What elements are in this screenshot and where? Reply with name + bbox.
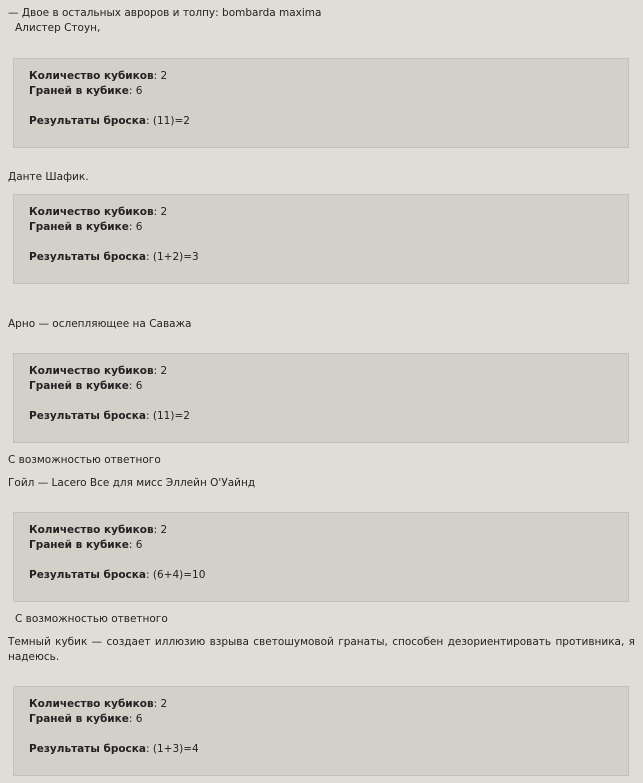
- post-text: Темный кубик — создает иллюзию взрыва светошумовой гранаты, способен дезориентировать противника, я надеюсь.: [8, 636, 635, 663]
- dice-count-row: Количество кубиков: 2: [29, 365, 168, 377]
- faces-value: 6: [135, 713, 143, 725]
- faces-label: Граней в кубике: [29, 221, 129, 233]
- faces-row: Граней в кубике: 6: [29, 85, 143, 97]
- result-row: Результаты броска: (6+4)=10: [29, 569, 206, 581]
- faces-row: Граней в кубике: 6: [29, 221, 143, 233]
- faces-value: 6: [135, 221, 143, 233]
- dice-count-value: 2: [160, 70, 168, 82]
- post-text: Арно — ослепляющее на Саважа: [8, 318, 192, 330]
- result-row: Результаты броска: (1+2)=3: [29, 251, 199, 263]
- result-row: Результаты броска: (11)=2: [29, 410, 190, 422]
- dice-count-value: 2: [160, 524, 168, 536]
- result-label: Результаты броска: [29, 743, 146, 755]
- dice-roll-box: [13, 686, 629, 776]
- dice-count-row: Количество кубиков: 2: [29, 206, 168, 218]
- result-label: Результаты броска: [29, 115, 146, 127]
- post-text: С возможностью ответного: [15, 613, 168, 625]
- faces-row: Граней в кубике: 6: [29, 380, 143, 392]
- dice-roll-box: [13, 353, 629, 443]
- dice-count-label: Количество кубиков: [29, 70, 154, 82]
- dice-count-label: Количество кубиков: [29, 524, 154, 536]
- dice-count-row: Количество кубиков: 2: [29, 698, 168, 710]
- result-value: (11)=2: [152, 115, 190, 127]
- dice-roll-box: [13, 58, 629, 148]
- faces-row: Граней в кубике: 6: [29, 539, 143, 551]
- faces-label: Граней в кубике: [29, 713, 129, 725]
- faces-value: 6: [135, 85, 143, 97]
- dice-roll-box: [13, 194, 629, 284]
- result-value: (1+3)=4: [152, 743, 199, 755]
- faces-label: Граней в кубике: [29, 539, 129, 551]
- result-row: Результаты броска: (1+3)=4: [29, 743, 199, 755]
- post-text: Гойл — Lacero Все для мисс Эллейн О'Уайнд: [8, 477, 256, 489]
- result-label: Результаты броска: [29, 410, 146, 422]
- dice-count-value: 2: [160, 365, 168, 377]
- faces-value: 6: [135, 380, 143, 392]
- dice-count-row: Количество кубиков: 2: [29, 524, 168, 536]
- dice-count-value: 2: [160, 698, 168, 710]
- dice-count-value: 2: [160, 206, 168, 218]
- faces-row: Граней в кубике: 6: [29, 713, 143, 725]
- post-text: Алистер Стоун,: [15, 22, 101, 34]
- dice-count-label: Количество кубиков: [29, 206, 154, 218]
- dice-roll-box: [13, 512, 629, 602]
- post-text: — Двое в остальных авроров и толпу: bombarda maxima: [8, 7, 322, 19]
- result-label: Результаты броска: [29, 569, 146, 581]
- faces-label: Граней в кубике: [29, 380, 129, 392]
- result-label: Результаты броска: [29, 251, 146, 263]
- dice-count-row: Количество кубиков: 2: [29, 70, 168, 82]
- result-row: Результаты броска: (11)=2: [29, 115, 190, 127]
- faces-label: Граней в кубике: [29, 85, 129, 97]
- result-value: (1+2)=3: [152, 251, 199, 263]
- dice-count-label: Количество кубиков: [29, 698, 154, 710]
- post-text: С возможностью ответного: [8, 454, 161, 466]
- result-value: (6+4)=10: [152, 569, 206, 581]
- faces-value: 6: [135, 539, 143, 551]
- post-text: Данте Шафик.: [8, 171, 89, 183]
- dice-count-label: Количество кубиков: [29, 365, 154, 377]
- result-value: (11)=2: [152, 410, 190, 422]
